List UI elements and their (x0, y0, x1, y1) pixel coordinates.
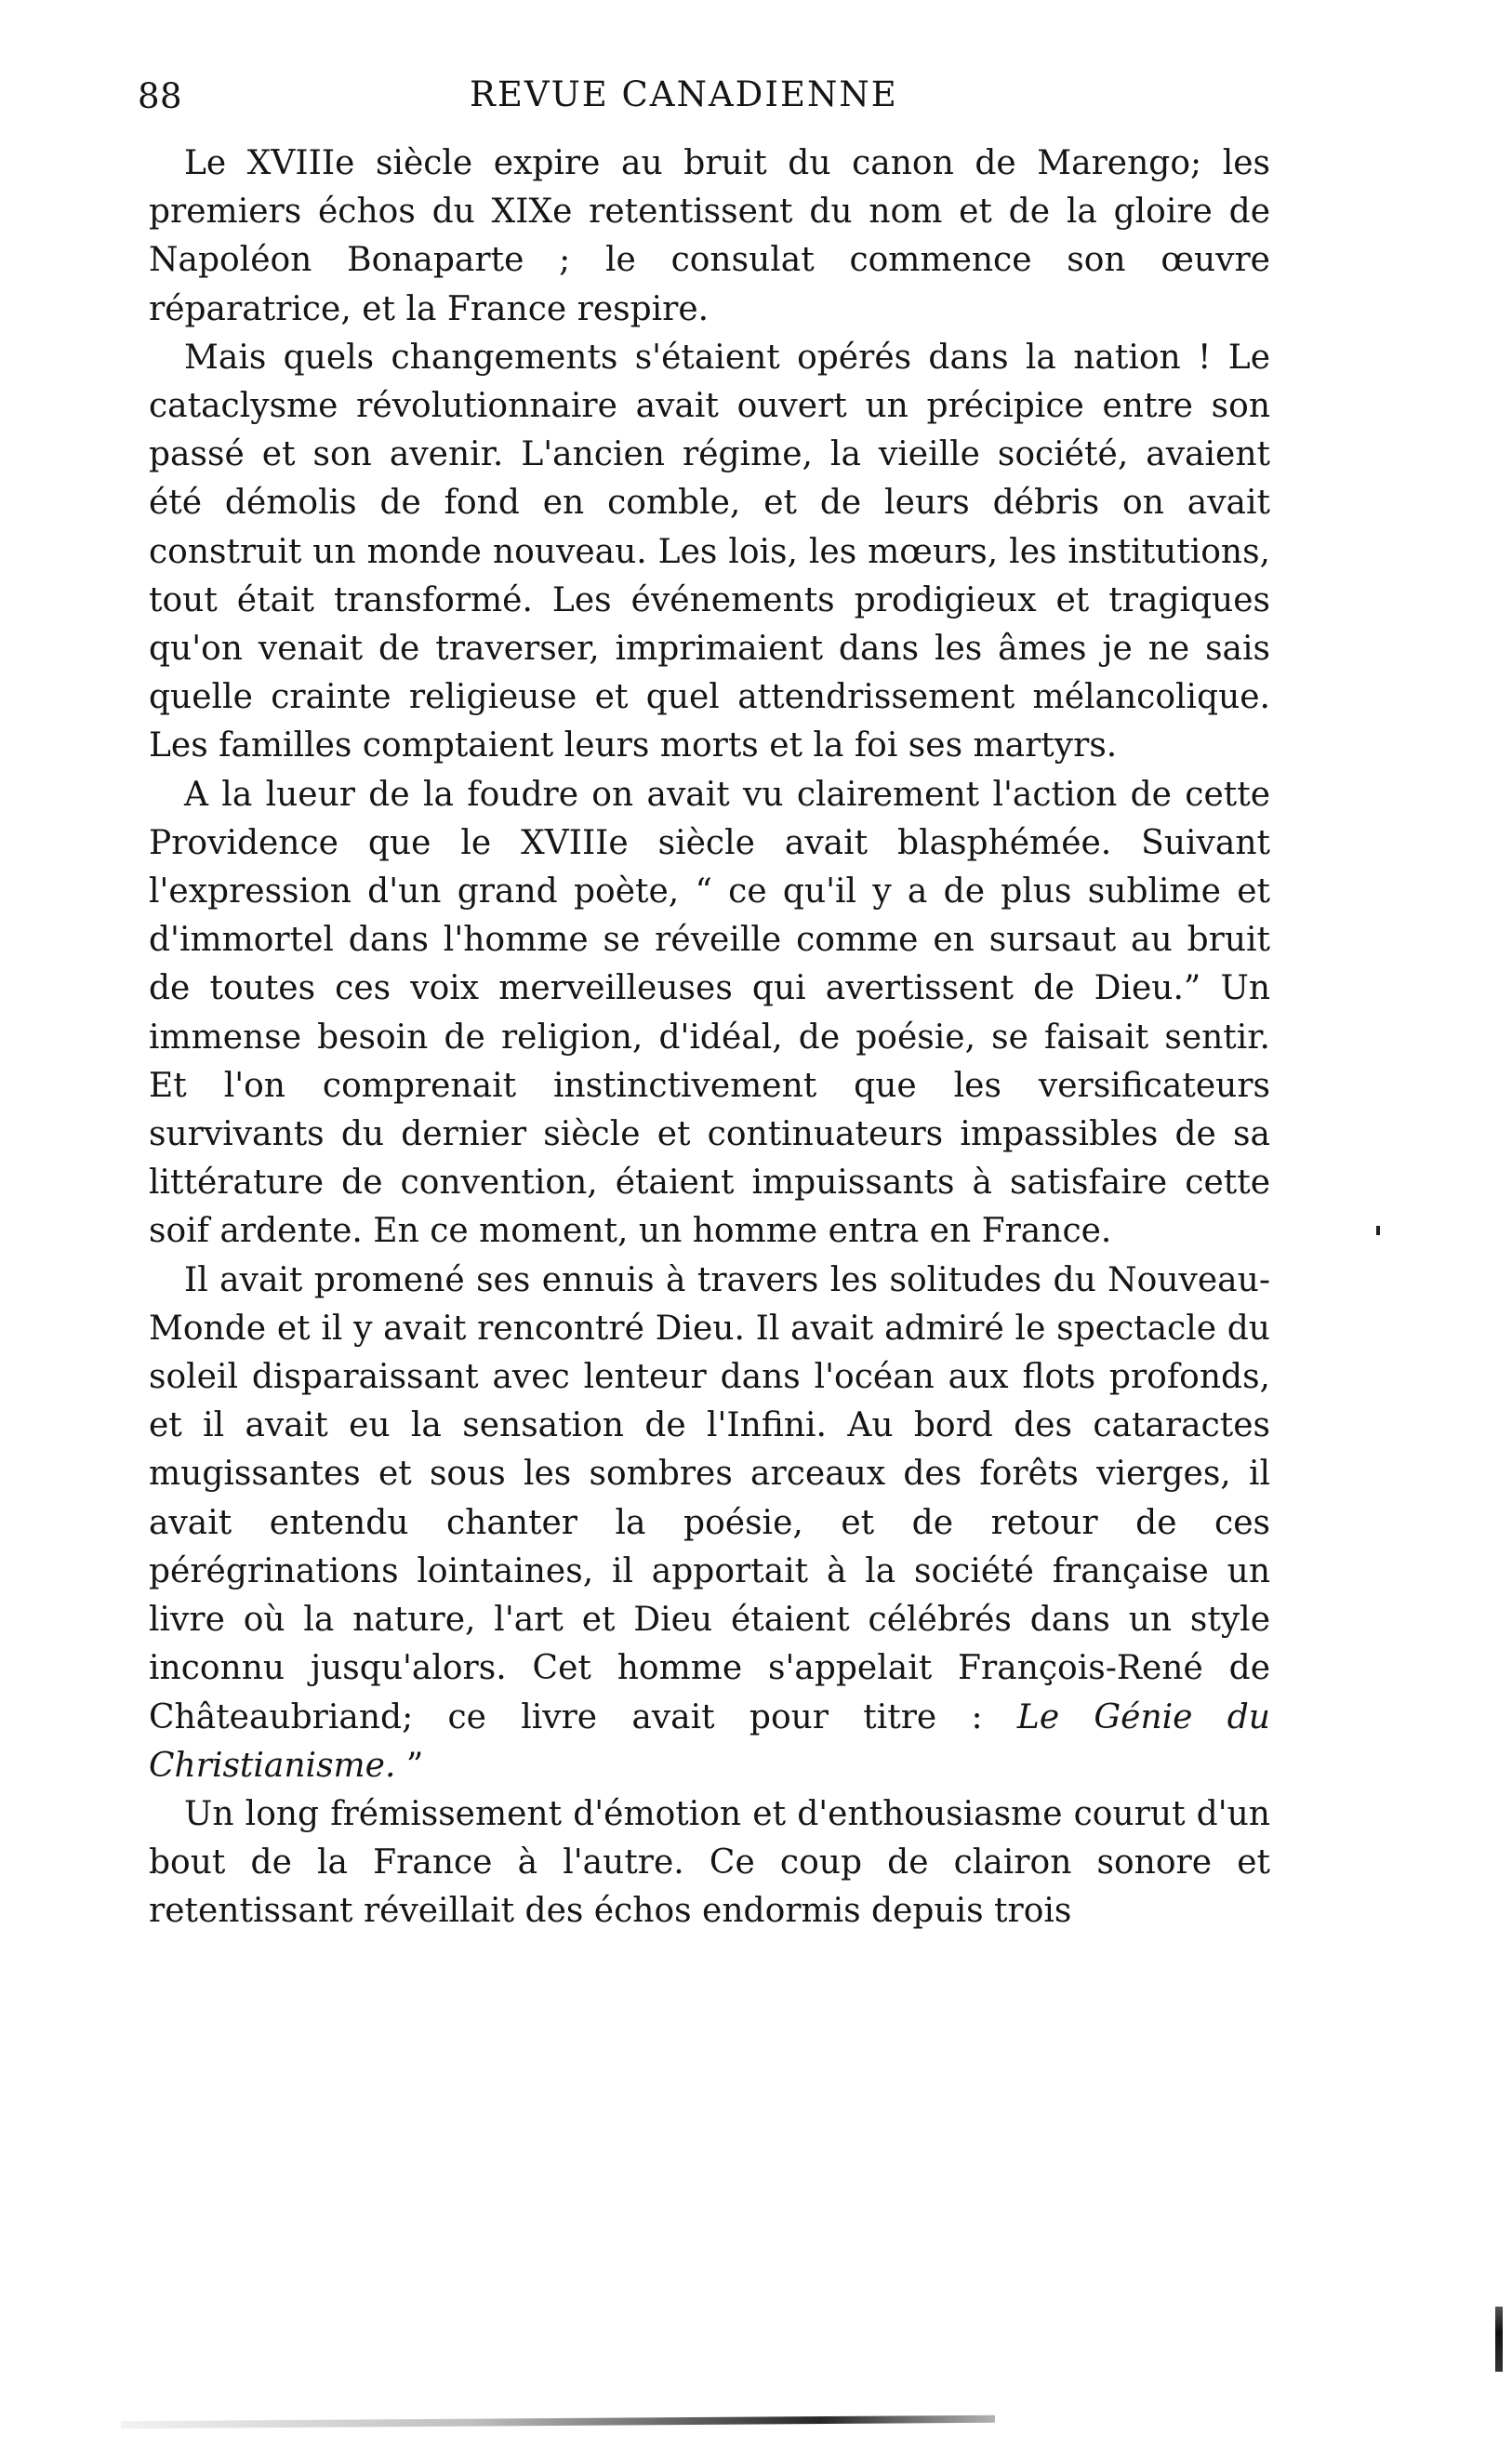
paragraph-1: Le XVIIIe siècle expire au bruit du canon de Marengo; les premiers échos du XIXe retentissent du nom et de la gloire de Napoléon Bonaparte ; le consulat commence son œuvre réparatrice, et la France respire. (149, 144, 1270, 328)
paragraph-4-text: Il avait promené ses ennuis à travers les solitudes du Nouveau-Monde et il y avait rencontré Dieu. Il avait admiré le spectacle du soleil disparaissant avec lenteur dans l'océan aux flots profonds, et il avait eu la sensation de l'Infini. Au bord des cataractes mugissantes et sous les sombres arceaux des forêts vierges, il avait entendu chanter la poésie, et de retour de ces pérégrinations lointaines, il apportait à la société française un livre où la nature, l'art et Dieu étaient célébrés dans un style inconnu jusqu'alors. Cet homme s'appelait François-René de Châteaubriand; ce livre avait pour titre : (149, 1260, 1270, 1736)
body-text (149, 140, 1270, 1936)
running-head: REVUE CANADIENNE (470, 74, 898, 114)
edge-mark (1495, 2307, 1503, 2372)
margin-speck (1376, 1226, 1380, 1235)
closing-quote: ” (395, 1746, 424, 1785)
page-number: 88 (138, 76, 183, 116)
paragraph-2: Mais quels changements s'étaient opérés dans la nation ! Le cataclysme révolutionnaire avait ouvert un précipice entre son passé et son avenir. L'ancien régime, la vieille société, avaient été démolis de fond en comble, et de leurs débris on avait construit un monde nouveau. Les lois, les mœurs, les institutions, tout était transformé. Les événements prodigieux et tragiques qu'on venait de traverser, imprimaient dans les âmes je ne sais quelle crainte religieuse et quel attendrissement mélancolique. Les familles comptaient leurs morts et la foi ses martyrs. (149, 338, 1270, 765)
paragraph-5: Un long frémissement d'émotion et d'enthousiasme courut d'un bout de la France à l'autre. Ce coup de clairon sonore et retentissant réveillait des échos endormis depuis trois (149, 1794, 1270, 1931)
book-title: Le Génie du Christianisme. (149, 1697, 1270, 1785)
scan-artifact-rule (121, 2415, 995, 2429)
paragraph-4 (149, 1257, 1270, 1790)
paragraph-3: A la lueur de la foudre on avait vu clairement l'action de cette Providence que le XVIIIe siècle avait blasphémée. Suivant l'expression d'un grand poète, “ ce qu'il y a de plus sublime et d'immortel dans l'homme se réveille comme en sursaut au bruit de toutes ces voix merveilleuses qui avertissent de Dieu.” Un immense besoin de religion, d'idéal, de poésie, se faisait sentir. Et l'on comprenait instinctivement que les versificateurs survivants du dernier siècle et continuateurs impassibles de sa littérature de convention, étaient impuissants à satisfaire cette soif ardente. En ce moment, un homme entra en France. (149, 775, 1270, 1251)
